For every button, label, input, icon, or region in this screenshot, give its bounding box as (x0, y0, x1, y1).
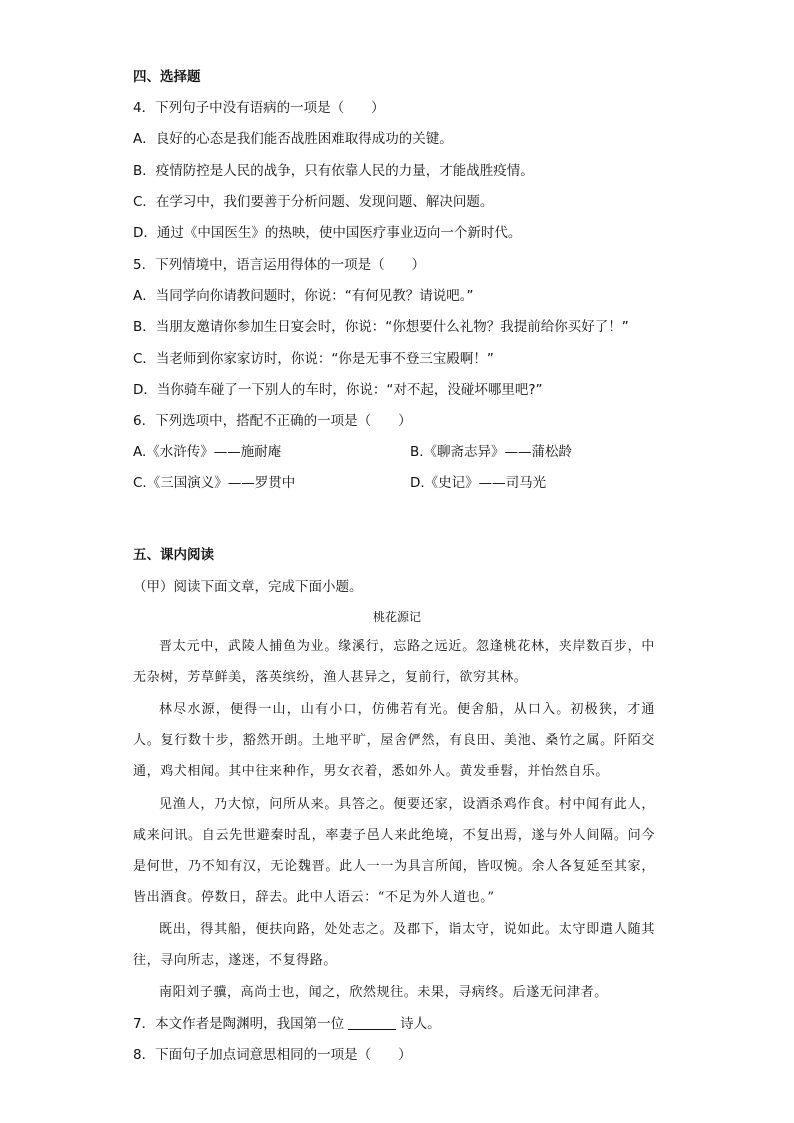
q7 (133, 1015, 441, 1033)
section4-heading: 四、选择题 (133, 69, 201, 85)
q4-stem: 4．下列句子中没有语病的一项是（ ） (133, 100, 385, 116)
passage-title: 桃花源记 (372, 610, 421, 624)
passage-paragraph-4: 既出，得其船，便扶向路，处处志之。及郡下，诣太守，说如此。太守即遣人随其往，寻向所志，遂迷，不复得路。 (133, 922, 655, 968)
passage-paragraph-3: 见渔人，乃大惊，问所从来。具答之。便要还家，设酒杀鸡作食。村中闻有此人，咸来问讯。自云先世避秦时乱，率妻子邑人来此绝境，不复出焉，遂与外人间隔。问今是何世，乃不知有汉，无论魏晋。此人一一为具言所闻，皆叹惋。余人各复延至其家，皆出酒食。停数日，辞去。此中人语云：“不足为外人道也。” (133, 797, 655, 905)
q6-stem: 6．下列选项中，搭配不正确的一项是（ ） (133, 413, 412, 429)
q6-option-a: A.《水浒传》——施耐庵 (133, 444, 282, 460)
q7-text-after: 诗人。 (400, 1016, 441, 1032)
q4-option-d: D．通过《中国医生》的热映，使中国医疗事业迈向一个新时代。 (133, 225, 522, 241)
q5-stem: 5．下列情境中，语言运用得体的一项是（ ） (133, 257, 426, 273)
q6-option-d: D.《史记》——司马光 (410, 475, 547, 491)
q7-text-before: 7．本文作者是陶渊明，我国第一位 (133, 1016, 345, 1032)
q5-option-b: B．当朋友邀请你参加生日宴会时，你说：“你想要什么礼物？我提前给你买好了！” (133, 319, 629, 335)
passage-paragraph-2: 林尽水源，便得一山，山有小口，仿佛若有光。便舍船，从口入。初极狭，才通人。复行数十步，豁然开朗。土地平旷，屋舍俨然，有良田、美池、桑竹之属。阡陌交通，鸡犬相闻。其中往来种作，男女衣着，悉如外人。黄发垂髫，并怡然自乐。 (133, 702, 655, 779)
q7-answer-blank[interactable] (348, 1015, 396, 1030)
reading-intro: （甲）阅读下面文章，完成下面小题。 (133, 579, 363, 595)
passage-paragraph-5: 南阳刘子骥，高尚士也，闻之，欣然规往。未果，寻病终。后遂无问津者。 (159, 985, 608, 1000)
q6-option-b: B.《聊斋志异》——蒲松龄 (410, 444, 573, 460)
q5-option-a: A．当同学向你请教问题时，你说：“有何见教？请说吧。” (133, 288, 474, 304)
q4-option-a: A．良好的心态是我们能否战胜困难取得成功的关键。 (133, 131, 453, 147)
q4-option-b: B．疫情防控是人民的战争，只有依靠人民的力量，才能战胜疫情。 (133, 163, 534, 179)
passage-paragraph-1: 晋太元中，武陵人捕鱼为业。缘溪行，忘路之远近。忽逢桃花林，夹岸数百步，中无杂树，芳草鲜美，落英缤纷，渔人甚异之，复前行，欲穷其林。 (133, 639, 655, 685)
q6-option-c: C.《三国演义》——罗贯中 (133, 475, 296, 491)
q4-option-c: C．在学习中，我们要善于分析问题、发现问题、解决问题。 (133, 194, 494, 210)
q8-stem: 8．下面句子加点词意思相同的一项是（ ） (133, 1047, 412, 1063)
section5-heading: 五、课内阅读 (133, 547, 214, 563)
q5-option-c: C．当老师到你家家访时，你说：“你是无事不登三宝殿啊！” (133, 351, 494, 367)
q5-option-d: D．当你骑车碰了一下别人的车时，你说：“对不起，没碰坏哪里吧?” (133, 382, 543, 398)
